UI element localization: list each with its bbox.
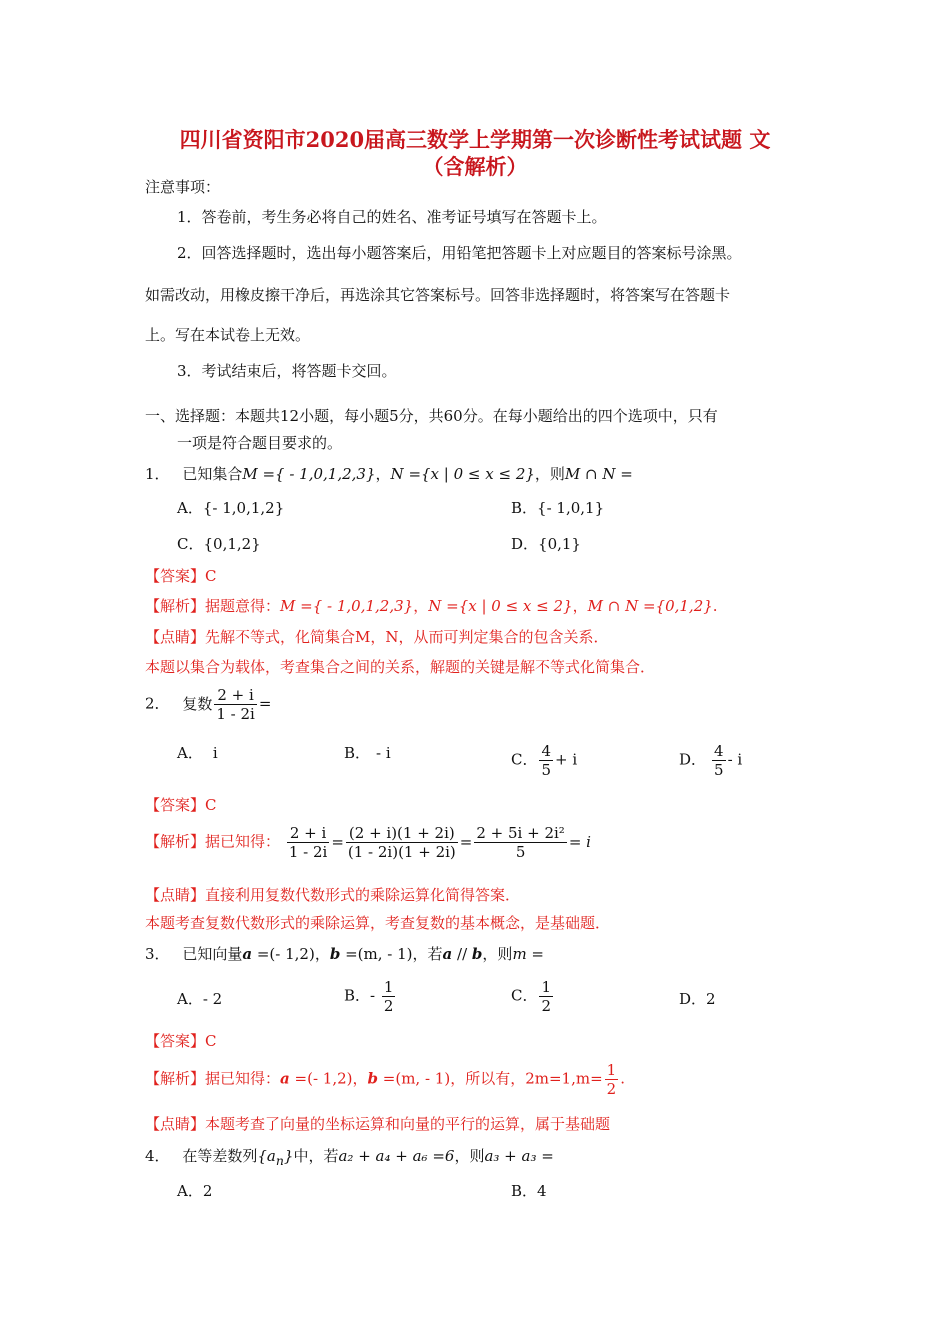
parallel-symbol: // xyxy=(452,945,472,963)
fraction xyxy=(605,1061,619,1098)
option-label: B．- xyxy=(344,986,380,1005)
option-value: - i xyxy=(376,744,391,762)
analysis-2: 【解析】据已知得： $\frac{2 + i}{1 - 2i}$ = $\frac{(2 + i)(1 + 2i)}{(1 - 2i)(1 + 2i)}$ = $\frac{\text{2 + 5i + 2i²}}{5}$ = i xyxy=(145,824,591,861)
math-intersection: M ∩ N ={0,1,2} xyxy=(587,597,713,615)
notes-item-2b: 如需改动，用橡皮擦干净后，再选涂其它答案标号。回答非选择题时，将答案写在答题卡 xyxy=(145,286,731,304)
question-number: 1． xyxy=(145,465,170,483)
math-set-n: N ={x | 0 ≤ x ≤ 2} xyxy=(428,597,573,615)
question-stem: 已知向量 xyxy=(182,945,243,963)
comment-text: 本题考查了向量的坐标运算和向量的平行的运算，属于基础题 xyxy=(205,1115,611,1133)
comment-text: 直接利用复数代数形式的乘除运算化简得答案． xyxy=(205,886,521,904)
question-stem-tail: ，则 xyxy=(534,465,565,483)
answer-value: C xyxy=(205,796,217,814)
option-b xyxy=(344,742,391,763)
analysis-3 xyxy=(145,1061,625,1098)
notes-item-2c: 上。写在本试卷上无效。 xyxy=(145,326,311,344)
result: = i xyxy=(568,832,591,851)
math-m: m = xyxy=(512,945,544,963)
option-b: B．{- 1,0,1} xyxy=(511,499,605,517)
analysis-tag: 【解析】 xyxy=(145,1069,206,1088)
vector-b-value: =(m, - 1) xyxy=(340,945,413,963)
comment-tag: 【点睛】 xyxy=(145,886,206,904)
numerator: 2 + i xyxy=(214,686,257,705)
vector-a: a xyxy=(242,945,253,963)
analysis-text: 据已知得： xyxy=(205,832,281,851)
answer-value: C xyxy=(205,1032,217,1050)
vector-b: b xyxy=(471,945,483,963)
question-number: 3． xyxy=(145,945,170,963)
comment-2 xyxy=(145,884,520,905)
question-4 xyxy=(145,1145,554,1168)
vector-a: a xyxy=(280,1069,290,1088)
analysis-text: 据题意得： xyxy=(205,597,281,615)
vector-a: a xyxy=(442,945,453,963)
math-set-m: M ={ - 1,0,1,2,3} xyxy=(242,465,376,483)
page-title: 四川省资阳市2020届高三数学上学期第一次诊断性考试试题 文 xyxy=(179,127,771,152)
denominator: 1 - 2i xyxy=(216,705,255,723)
sequence-subscript: n xyxy=(275,1153,284,1168)
answer-2 xyxy=(145,794,217,815)
punct: ， xyxy=(352,1069,368,1088)
comment-1-cont: 本题以集合为载体，考查集合之间的关系，解题的关键是解不等式化简集合． xyxy=(145,658,656,676)
comment-tag: 【点睛】 xyxy=(145,628,206,646)
option-d: D．2 xyxy=(679,990,716,1008)
fraction xyxy=(539,742,553,779)
option-c: C．{0,1,2} xyxy=(177,535,261,553)
option-a: A．- 2 xyxy=(177,990,223,1008)
numerator: 1 xyxy=(541,978,552,996)
analysis-1: 【解析】据题意得：M ={ - 1,0,1,2,3}，N ={x | 0 ≤ x ≤ 2}，M ∩ N ={0,1,2}. xyxy=(145,597,718,615)
fraction xyxy=(382,978,396,1015)
punct: . xyxy=(620,1069,625,1088)
fraction xyxy=(474,824,566,861)
question-stem: 在等差数列 xyxy=(182,1147,258,1165)
option-a: A．2 xyxy=(177,1182,213,1200)
question-1 xyxy=(145,463,633,484)
numerator: 2 + 5i + 2i² xyxy=(476,824,565,842)
answer-tag: 【答案】 xyxy=(145,796,206,814)
answer-tag: 【答案】 xyxy=(145,567,206,585)
comment-1 xyxy=(145,626,609,647)
notes-item-1: 1．答卷前，考生务必将自己的姓名、准考证号填写在答题卡上。 xyxy=(177,208,607,226)
comment-tag: 【点睛】 xyxy=(145,1115,206,1133)
vector-b-value: =(m, - 1) xyxy=(378,1069,451,1088)
math-set-n: N ={x | 0 ≤ x ≤ 2} xyxy=(390,465,535,483)
vector-a-value: =(- 1,2) xyxy=(252,945,315,963)
question-3 xyxy=(145,943,544,964)
denominator: 5 xyxy=(541,761,552,779)
notes-item-3: 3．考试结束后，将答题卡交回。 xyxy=(177,362,397,380)
option-d: D．{0,1} xyxy=(511,535,581,553)
denominator: 5 xyxy=(515,843,526,861)
comment-3 xyxy=(145,1113,610,1134)
answer-tag: 【答案】 xyxy=(145,1032,206,1050)
option-c xyxy=(511,978,555,1015)
punct: ， xyxy=(314,945,330,963)
numerator: 1 xyxy=(606,1061,617,1079)
comment-2-cont: 本题考查复数代数形式的乘除运算，考查复数的基本概念，是基础题． xyxy=(145,914,611,932)
option-label: A． xyxy=(177,744,203,762)
option-c xyxy=(511,742,577,779)
vector-a-value: =(- 1,2) xyxy=(289,1069,353,1088)
question-stem-mid: ，若 xyxy=(412,945,443,963)
question-stem: 已知集合 xyxy=(182,465,243,483)
vector-b: b xyxy=(367,1069,379,1088)
notes-item-2a: 2．回答选择题时，选出每小题答案后，用铅笔把答题卡上对应题目的答案标号涂黑。 xyxy=(177,244,742,262)
option-b xyxy=(344,978,397,1015)
equals: = xyxy=(258,694,272,713)
numerator: 2 + i xyxy=(287,824,330,843)
option-label: D． xyxy=(679,750,707,769)
fraction xyxy=(712,742,726,779)
fraction xyxy=(346,824,458,861)
denominator: 5 xyxy=(714,761,724,779)
question-stem-tail: ，则 xyxy=(482,945,513,963)
vector-b: b xyxy=(329,945,341,963)
answer-3 xyxy=(145,1030,217,1051)
numerator: 1 xyxy=(383,978,394,996)
option-d xyxy=(679,742,742,779)
page-subtitle: （含解析） xyxy=(422,154,528,179)
numerator: 4 xyxy=(541,742,552,760)
option-value: i xyxy=(212,744,218,762)
option-a: A．{- 1,0,1,2} xyxy=(177,499,285,517)
analysis-tail: ，所以有，2m=1,m= xyxy=(450,1069,603,1088)
sequence-close: } xyxy=(283,1147,294,1165)
option-value: + i xyxy=(555,750,578,769)
section-heading: 一、选择题：本题共12小题，每小题5分，共60分。在每小题给出的四个选项中，只有 xyxy=(145,407,718,425)
notes-heading: 注意事项： xyxy=(145,178,221,196)
option-value: - i xyxy=(727,750,743,769)
sequence xyxy=(257,1147,294,1168)
answer-1 xyxy=(145,565,217,586)
denominator: 2 xyxy=(606,1080,617,1098)
question-number: 2． xyxy=(145,694,170,713)
question-2 xyxy=(145,686,271,723)
option-b: B．4 xyxy=(511,1182,547,1200)
fraction xyxy=(287,824,330,861)
section-heading-cont: 一项是符合题目要求的。 xyxy=(177,434,343,452)
question-stem-mid: 中，若 xyxy=(293,1147,339,1165)
question-stem: 复数 xyxy=(182,694,213,713)
denominator: 2 xyxy=(383,997,394,1015)
analysis-text: 据已知得： xyxy=(205,1069,281,1088)
fraction xyxy=(539,978,553,1015)
denominator: 2 xyxy=(541,997,552,1015)
option-a xyxy=(177,742,218,763)
numerator: (2 + i)(1 + 2i) xyxy=(346,824,458,843)
numerator: 4 xyxy=(714,742,724,760)
option-label: C． xyxy=(511,986,538,1005)
denominator: (1 - 2i)(1 + 2i) xyxy=(347,843,456,861)
fraction xyxy=(214,686,257,723)
comment-text: 先解不等式，化简集合M，N，从而可判定集合的包含关系． xyxy=(205,628,609,646)
answer-value: C xyxy=(205,567,217,585)
target-expression: a₃ + a₃ = xyxy=(484,1147,554,1165)
condition: a₂ + a₄ + a₆ =6 xyxy=(338,1147,455,1165)
math-intersection: M ∩ N = xyxy=(564,465,633,483)
analysis-tag: 【解析】 xyxy=(145,832,206,851)
punct: ， xyxy=(375,465,391,483)
option-label: C． xyxy=(511,750,538,769)
denominator: 1 - 2i xyxy=(288,843,328,861)
question-stem-tail: ，则 xyxy=(454,1147,485,1165)
sequence-symbol: {a xyxy=(257,1147,276,1165)
math-set-m: M ={ - 1,0,1,2,3} xyxy=(280,597,414,615)
question-number: 4． xyxy=(145,1147,170,1165)
analysis-tag: 【解析】 xyxy=(145,597,206,615)
option-label: B． xyxy=(344,744,371,762)
